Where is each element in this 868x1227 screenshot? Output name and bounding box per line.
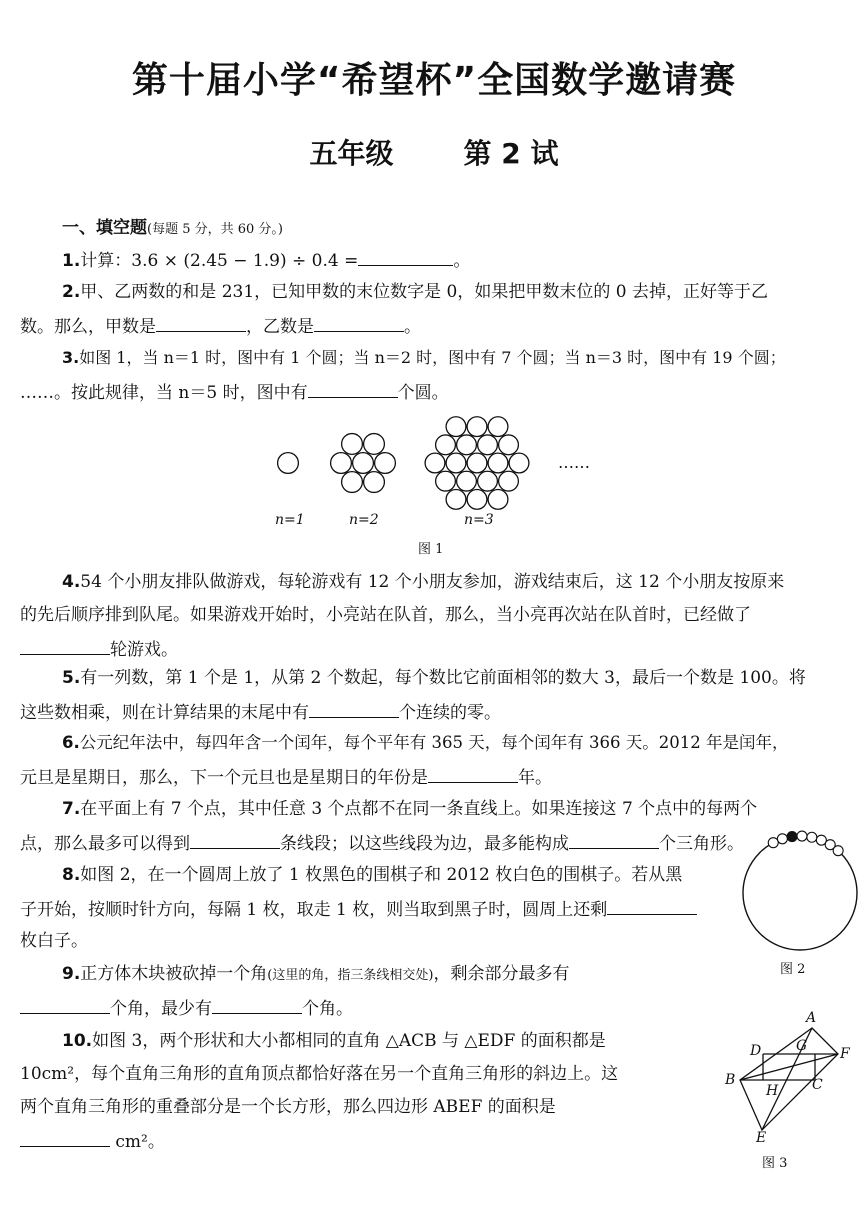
contest-title: 第十届小学“希望杯”全国数学邀请赛 (131, 60, 737, 101)
question-text: 个圆。 (397, 383, 449, 403)
question-number: 8. (62, 865, 81, 885)
question-number: 2. (62, 282, 81, 302)
question-text: 如图 2，在一个圆周上放了 1 枚黑色的围棋子和 2012 枚白色的围棋子。若从黑 (80, 865, 683, 885)
question-text: 个角，最少有 (110, 999, 212, 1019)
question-text: 点，那么最多可以得到 (20, 834, 190, 854)
question-note: (这里的角，指三条线相交处) (267, 968, 434, 983)
question-number: 9. (62, 964, 81, 984)
question-text: ……。按此规律，当 n＝5 时，图中有 (20, 383, 308, 403)
question-text: 公元纪年法中，每四年含一个闰年，每个平年有 365 天，每个闰年有 366 天。2012 年是闰年， (79, 733, 789, 752)
question-text: 在平面上有 7 个点，其中任意 3 个点都不在同一条直线上。如果连接这 7 个点中的每两个 (80, 799, 758, 819)
question-text: 甲、乙两数的和是 231，已知甲数的末位数字是 0，如果把甲数末位的 0 去掉，正好等于乙 (80, 282, 768, 302)
question-number: 10. (62, 1031, 93, 1051)
question-text: 条线段；以这些线段为边，最多能构成 (280, 834, 569, 854)
question-text: 轮游戏。 (110, 640, 178, 660)
fig1-label-n1: n=1 (275, 512, 305, 528)
question-number: 3. (62, 348, 80, 367)
fig3-label-c: C (812, 1077, 823, 1093)
question-text: 这些数相乘，则在计算结果的末尾中有 (20, 703, 309, 723)
question-text: 如图 1，当 n＝1 时，图中有 1 个圆；当 n＝2 时，图中有 7 个圆；当 n＝3 时，图中有 19 个圆； (79, 348, 786, 367)
question-text: 的先后顺序排到队尾。如果游戏开始时，小亮站在队首，那么，当小亮再次站在队首时，已经做了 (20, 605, 751, 625)
question-text: cm²。 (115, 1132, 165, 1152)
fig3-label-g: G (796, 1038, 808, 1054)
question-text: 两个直角三角形的重叠部分是一个长方形，那么四边形 ABEF 的面积是 (20, 1097, 556, 1117)
fig3-label-f: F (840, 1046, 850, 1062)
question-text: 。 (453, 251, 471, 271)
question-text: ，剩余部分最多有 (433, 964, 570, 984)
question-text: 个角。 (302, 999, 353, 1019)
question-text: 子开始，按顺时针方向，每隔 1 枚，取走 1 枚，则当取到黑子时，圆周上还剩 (20, 900, 608, 920)
question-text: 枚白子。 (20, 931, 88, 951)
question-text: 54 个小朋友排队做游戏，每轮游戏有 12 个小朋友参加，游戏结束后，这 12 个小朋友按原来 (80, 572, 785, 592)
question-text: 10cm²，每个直角三角形的直角顶点都恰好落在另一个直角三角形的斜边上。这 (20, 1064, 619, 1084)
question-text: 元旦是星期日，那么，下一个元旦也是星期日的年份是 (20, 768, 428, 788)
fig2-caption: 图 2 (780, 962, 806, 977)
grade-label: 五年级 (309, 137, 394, 170)
question-text: 个连续的零。 (399, 703, 501, 723)
fig3-label-d: D (750, 1043, 762, 1059)
fig1-ellipsis: …… (558, 453, 590, 472)
question-text: 有一列数，第 1 个是 1，从第 2 个数起，每个数比它前面相邻的数大 3，最后一个数是 100。将 (80, 668, 806, 688)
question-number: 5. (62, 668, 81, 688)
section-title: 一、填空题 (62, 218, 147, 238)
fig3-label-e: E (756, 1130, 767, 1146)
fig3-label-a: A (806, 1010, 817, 1026)
question-text: 数。那么，甲数是 (20, 317, 156, 337)
section-note: (每题 5 分，共 60 分。) (147, 222, 283, 237)
question-text: 年。 (518, 768, 552, 788)
fig3-label-b: B (725, 1072, 736, 1088)
fig1-label-n2: n=2 (349, 512, 379, 528)
question-text: 如图 3，两个形状和大小都相同的直角 △ACB 与 △EDF 的面积都是 (92, 1031, 606, 1051)
question-number: 1. (62, 251, 81, 271)
question-text: 正方体木块被砍掉一个角 (80, 964, 268, 984)
question-number: 6. (62, 733, 80, 752)
question-number: 4. (62, 572, 81, 592)
round-label: 第 2 试 (463, 137, 559, 170)
question-text: 。 (404, 317, 421, 337)
fig1-label-n3: n=3 (464, 512, 494, 528)
question-number: 7. (62, 799, 81, 819)
question-text: 个三角形。 (659, 834, 744, 854)
fig1-caption: 图 1 (418, 542, 444, 557)
fig3-caption: 图 3 (762, 1156, 788, 1171)
question-text: 计算：3.6 × (2.45 − 1.9) ÷ 0.4 = (80, 251, 359, 271)
question-text: ，乙数是 (246, 317, 314, 337)
fig3-label-h: H (766, 1083, 779, 1099)
